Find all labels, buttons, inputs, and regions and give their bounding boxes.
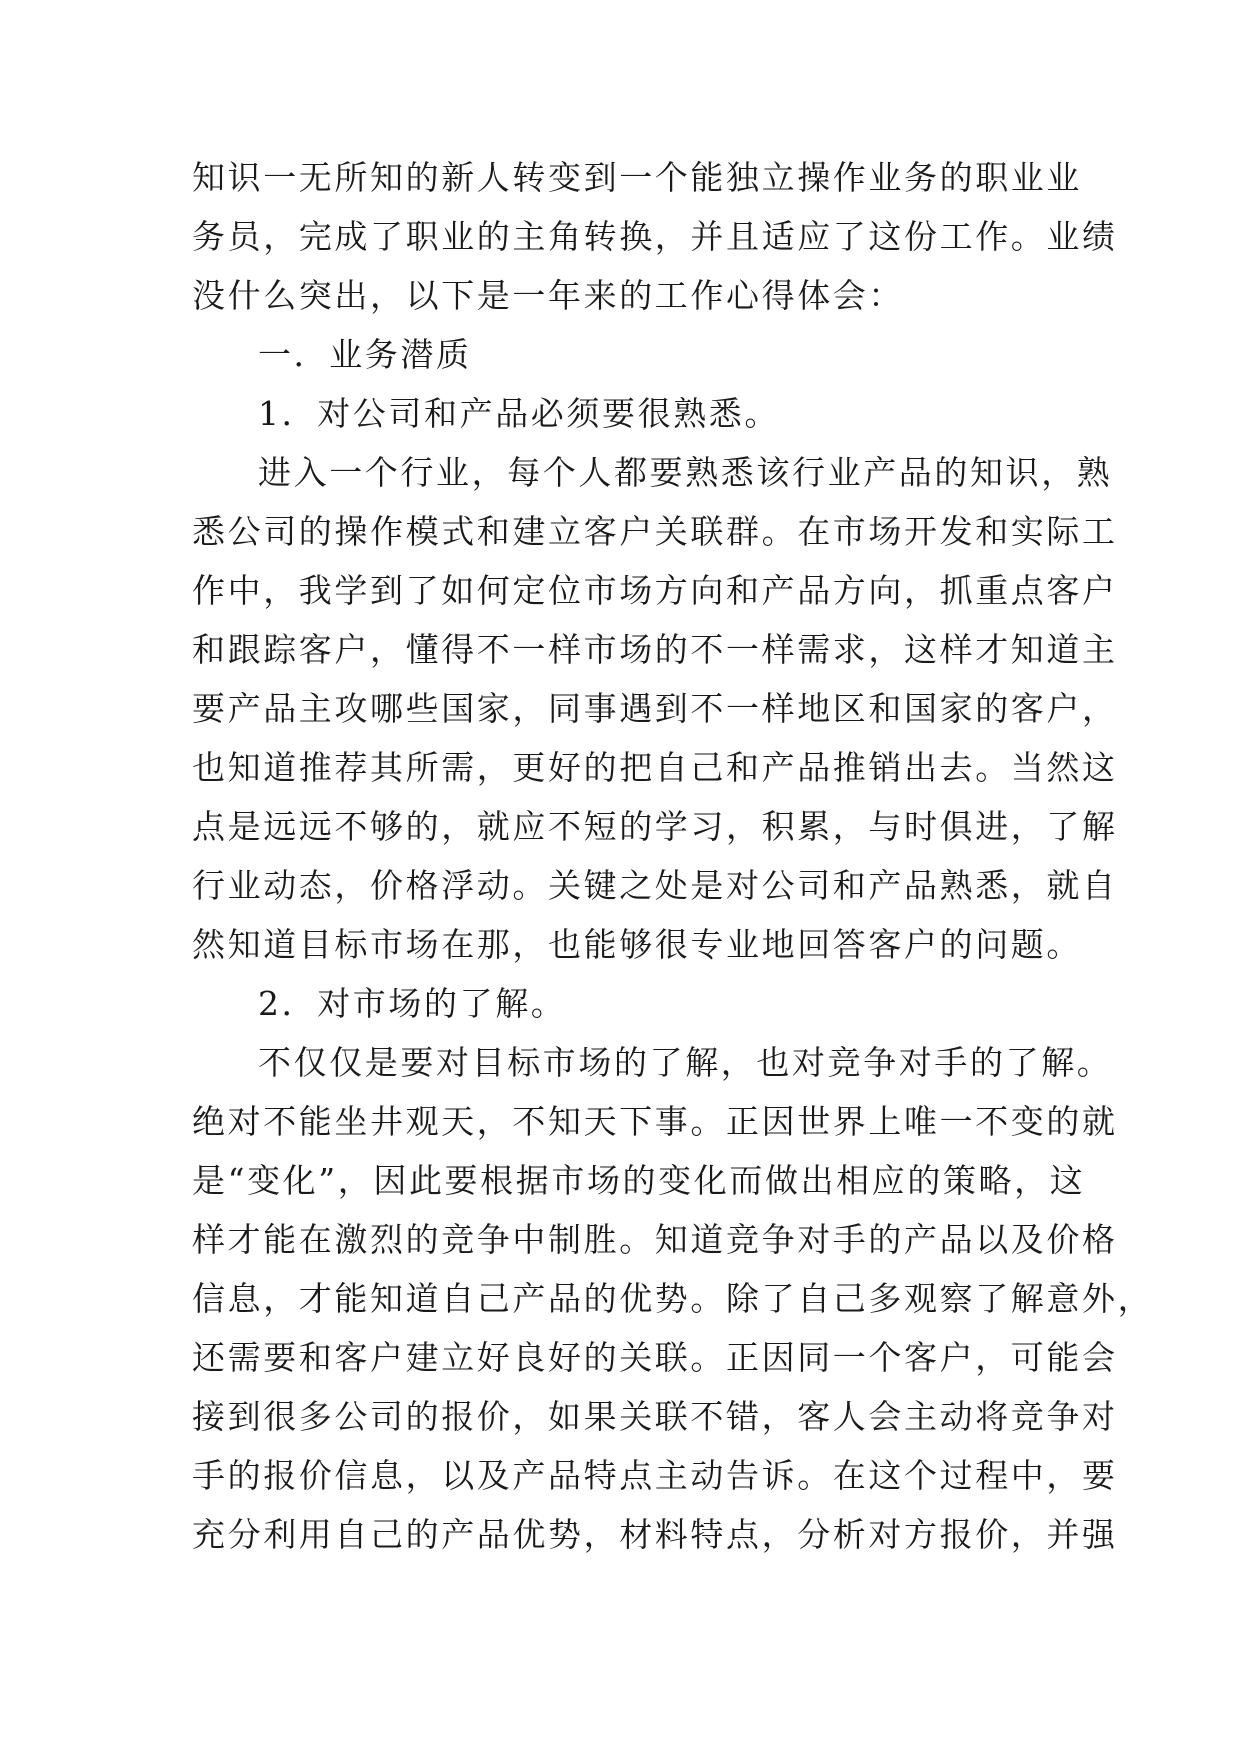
- paragraph-line: 没什么突出，以下是一年来的工作心得体会：: [192, 276, 904, 315]
- paragraph-line: 点是远远不够的，就应不短的学习，积累，与时俱进，了解: [192, 807, 1118, 846]
- paragraph-line: 悉公司的操作模式和建立客户关联群。在市场开发和实际工: [192, 512, 1118, 551]
- paragraph-line: 是“变化”，因此要根据市场的变化而做出相应的策略，这: [192, 1161, 1086, 1200]
- paragraph-line: 不仅仅是要对目标市场的了解，也对竞争对手的了解。: [258, 1043, 1113, 1082]
- paragraph-line: 样才能在激烈的竞争中制胜。知道竞争对手的产品以及价格: [192, 1220, 1118, 1259]
- subsection-heading: 1．对公司和产品必须要很熟悉。: [258, 394, 780, 433]
- paragraph-line: 然知道目标市场在那，也能够很专业地回答客户的问题。: [192, 925, 1082, 964]
- paragraph-line: 信息，才能知道自己产品的优势。除了自己多观察了解意外，: [192, 1279, 1154, 1318]
- paragraph-line: 知识一无所知的新人转变到一个能独立操作业务的职业业: [192, 158, 1082, 197]
- paragraph-line: 行业动态，价格浮动。关键之处是对公司和产品熟悉，就自: [192, 866, 1118, 905]
- paragraph-line: 进入一个行业，每个人都要熟悉该行业产品的知识，熟: [258, 453, 1113, 492]
- paragraph-line: 充分利用自己的产品优势，材料特点，分析对方报价，并强: [192, 1515, 1118, 1554]
- subsection-heading: 2．对市场的了解。: [258, 984, 567, 1023]
- paragraph-line: 要产品主攻哪些国家，同事遇到不一样地区和国家的客户，: [192, 689, 1118, 728]
- paragraph-line: 接到很多公司的报价，如果关联不错，客人会主动将竞争对: [192, 1397, 1118, 1436]
- paragraph-line: 绝对不能坐井观天，不知天下事。正因世界上唯一不变的就: [192, 1102, 1118, 1141]
- paragraph-line: 还需要和客户建立好良好的关联。正因同一个客户，可能会: [192, 1338, 1118, 1377]
- paragraph-line: 作中，我学到了如何定位市场方向和产品方向，抓重点客户: [192, 571, 1118, 610]
- paragraph-line: 和跟踪客户，懂得不一样市场的不一样需求，这样才知道主: [192, 630, 1118, 669]
- paragraph-line: 也知道推荐其所需，更好的把自己和产品推销出去。当然这: [192, 748, 1118, 787]
- paragraph-line: 手的报价信息，以及产品特点主动告诉。在这个过程中，要: [192, 1456, 1118, 1495]
- section-heading: 一．业务潜质: [258, 335, 472, 374]
- paragraph-line: 务员，完成了职业的主角转换，并且适应了这份工作。业绩: [192, 217, 1118, 256]
